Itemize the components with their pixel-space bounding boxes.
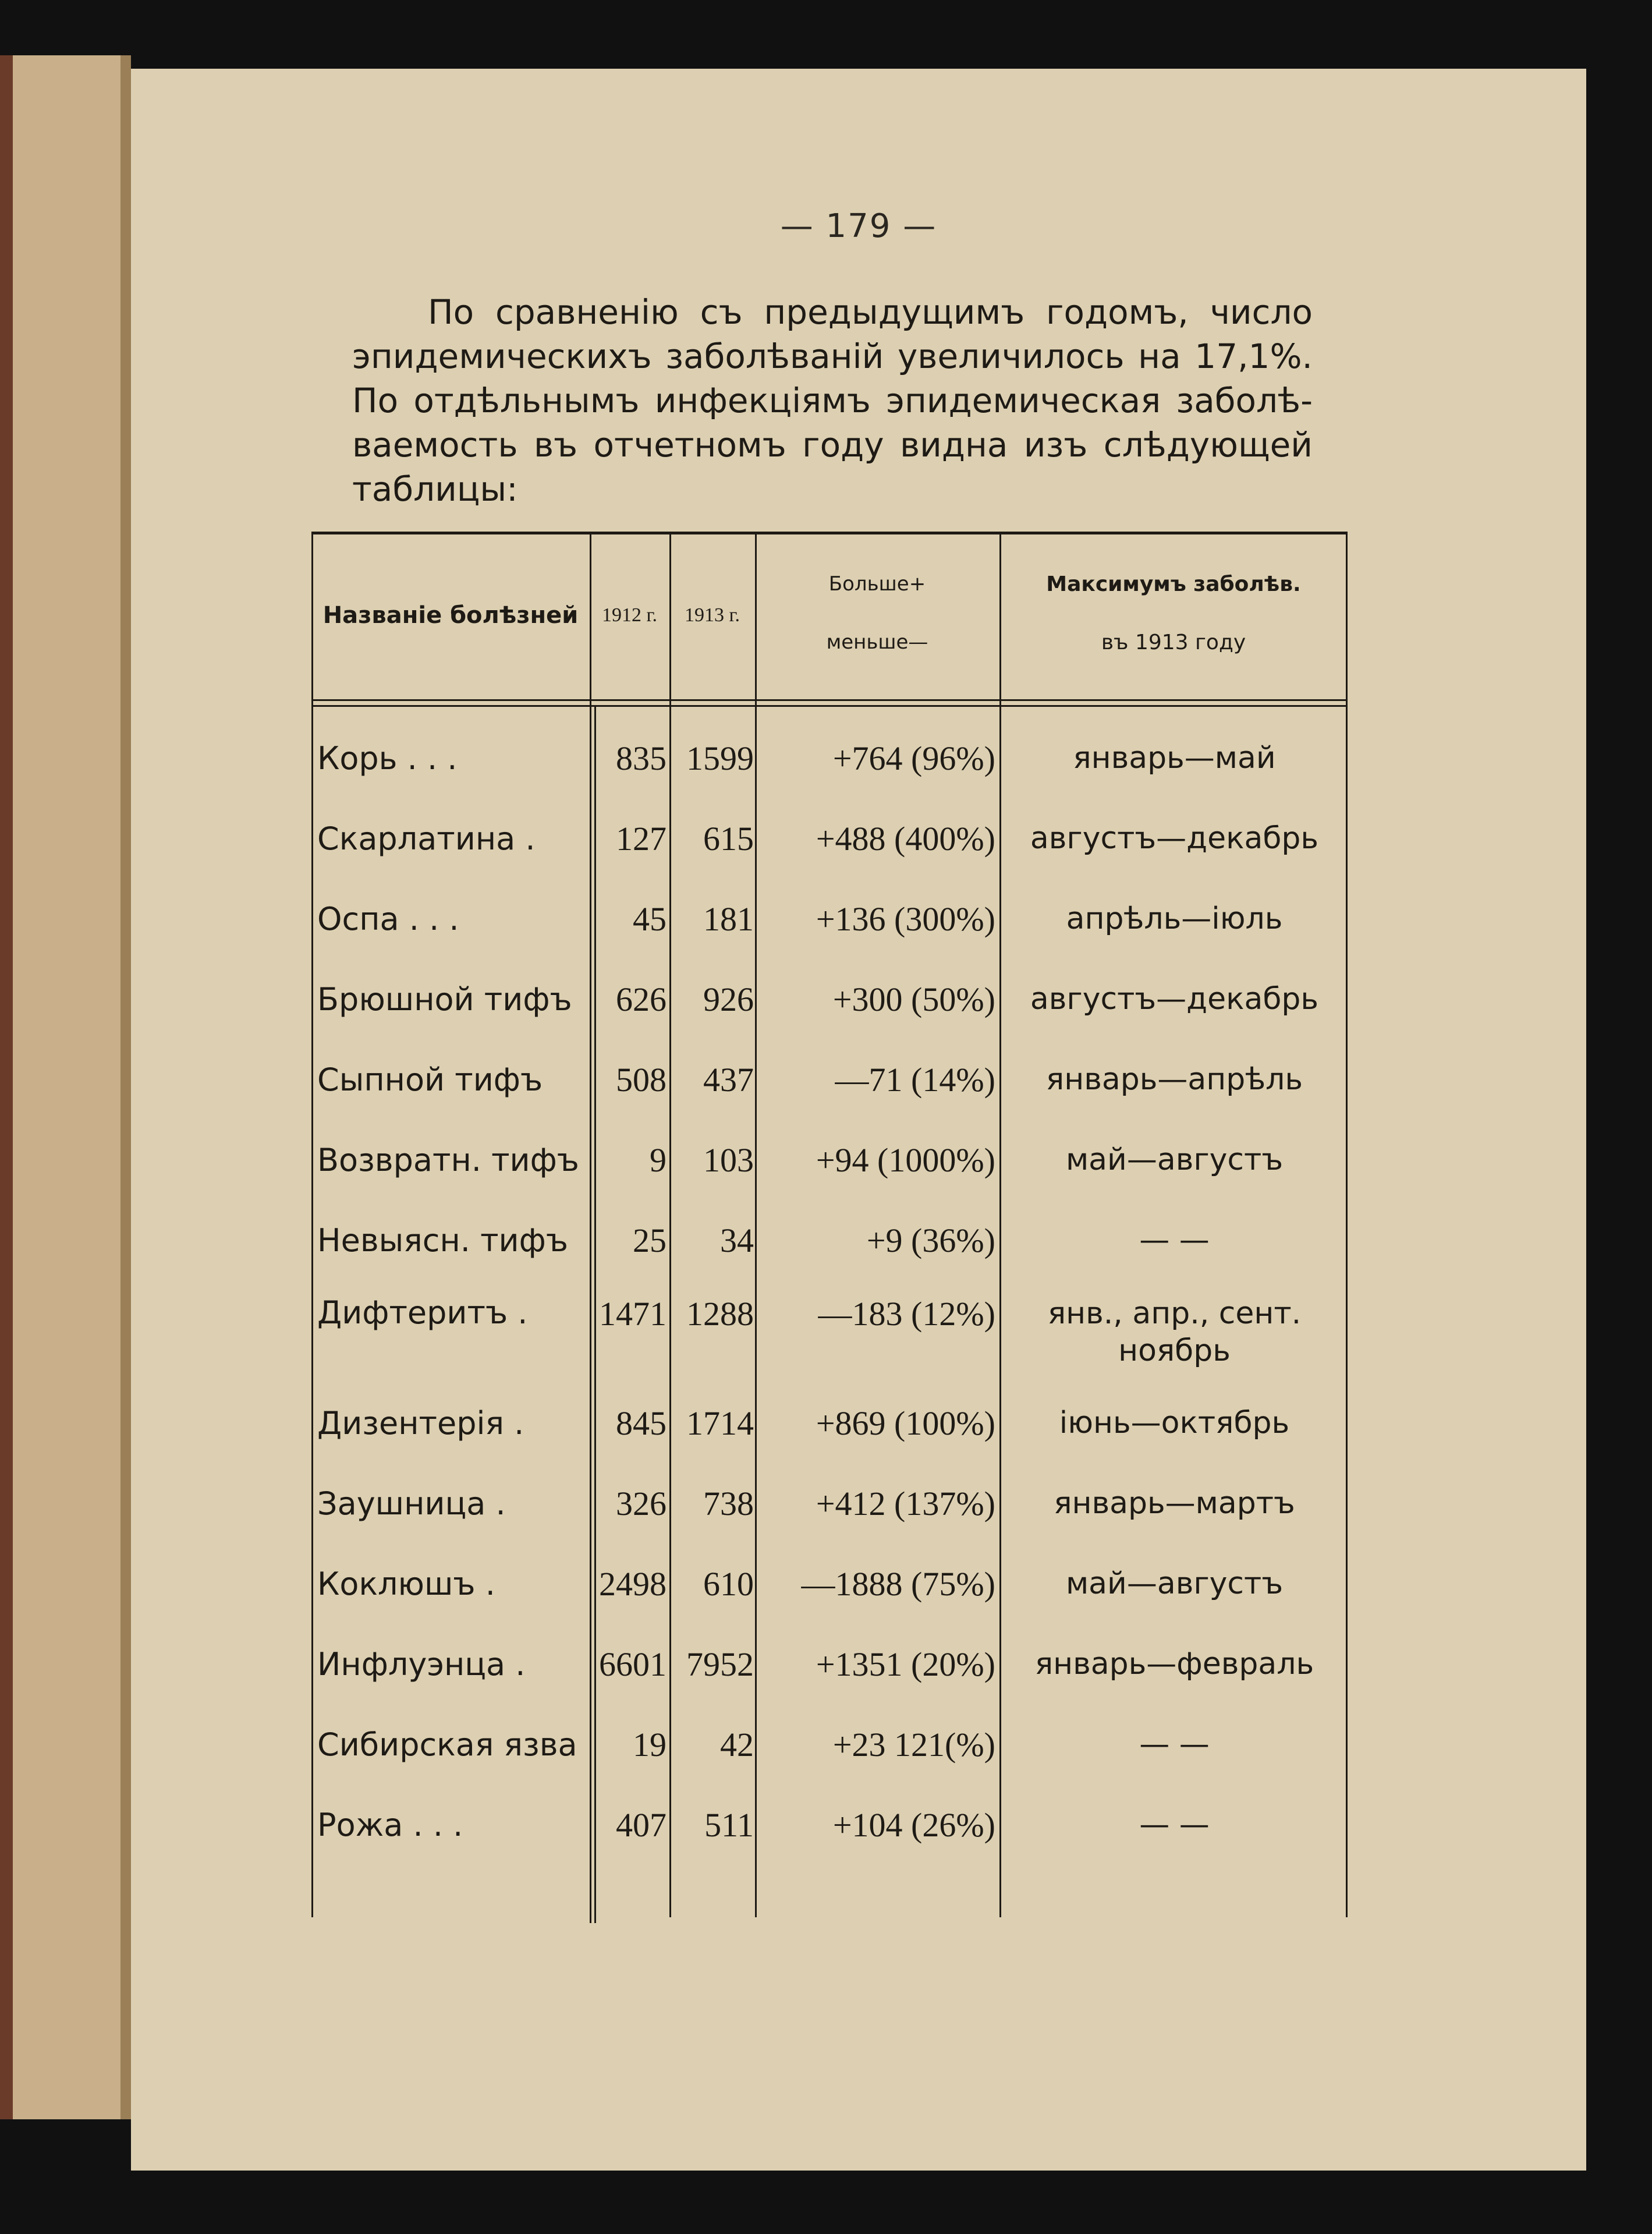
cases-difference: +412 (137%) (816, 1484, 995, 1523)
cases-1912: 835 (616, 739, 667, 777)
peak-months: іюнь—октябрь (1059, 1405, 1290, 1440)
peak-months: — — (1139, 1727, 1210, 1762)
cases-1912: 45 (633, 900, 667, 938)
cases-1912: 626 (616, 980, 667, 1018)
disease-table (311, 532, 1348, 1923)
header-disease-name: Названіе болѣзней (322, 602, 579, 629)
disease-name: Брюшной тифъ (317, 980, 572, 1018)
previous-page-edge (0, 55, 131, 2119)
disease-name: Дизентерія . (317, 1404, 524, 1442)
table-row (311, 1120, 1348, 1200)
peak-months: янв., апр., сент. ноябрь (1047, 1296, 1302, 1368)
cases-difference: —183 (12%) (818, 1295, 995, 1333)
cases-1913: 1714 (686, 1404, 754, 1442)
disease-name: Сибирская язва (317, 1726, 577, 1763)
cases-1913: 437 (703, 1060, 754, 1099)
cases-1913: 615 (703, 819, 754, 858)
cases-difference: +300 (50%) (832, 980, 995, 1018)
cases-1912: 326 (616, 1484, 667, 1523)
table-row (311, 1283, 1348, 1382)
cases-1913: 1599 (686, 739, 754, 777)
table-row (311, 1039, 1348, 1120)
table-row (311, 1543, 1348, 1624)
table-row (311, 879, 1348, 959)
intro-paragraph (352, 290, 1313, 511)
cases-1912: 508 (616, 1060, 667, 1099)
header-maximum: Максимумъ заболѣв. (1046, 572, 1301, 596)
cases-difference: +136 (300%) (816, 900, 995, 938)
cases-1913: 181 (703, 900, 754, 938)
peak-months: январь—февраль (1034, 1647, 1314, 1681)
header-rule (311, 699, 1348, 701)
intro-line: По сравненію съ предыдущимъ годомъ, число (428, 292, 1313, 332)
disease-name: Дифтеритъ . (317, 1294, 528, 1331)
disease-name: Сыпной тифъ (317, 1061, 543, 1098)
header-year-1912: 1912 г. (601, 604, 658, 626)
cases-difference: +488 (400%) (816, 819, 995, 858)
table-row (311, 1383, 1348, 1463)
peak-months: январь—апрѣль (1045, 1062, 1303, 1097)
peak-months: май—августъ (1065, 1566, 1284, 1601)
cases-difference: +23 121(%) (832, 1725, 995, 1764)
book-cover-edge (0, 55, 13, 2119)
peak-months: январь—май (1073, 741, 1276, 776)
cases-1912: 845 (616, 1404, 667, 1442)
cases-1913: 511 (704, 1805, 754, 1844)
cases-1913: 610 (703, 1564, 754, 1603)
disease-name: Возвратн. тифъ (317, 1141, 579, 1178)
table-row (311, 1200, 1348, 1280)
peak-months: — — (1139, 1807, 1210, 1842)
cases-1912: 2498 (599, 1564, 667, 1603)
table-row (311, 1463, 1348, 1543)
disease-name: Корь . . . (317, 739, 458, 777)
cases-difference: +104 (26%) (832, 1805, 995, 1844)
intro-line: По отдѣльнымъ инфекціямъ эпидемическая заболѣ- (352, 381, 1313, 420)
cases-difference: +764 (96%) (832, 739, 995, 777)
intro-line: таблицы: (352, 469, 518, 509)
page-number: — 179 — (780, 207, 937, 245)
cases-difference: +94 (1000%) (816, 1141, 995, 1179)
cases-1913: 103 (703, 1141, 754, 1179)
cases-1913: 34 (720, 1221, 754, 1259)
cases-difference: +1351 (20%) (816, 1645, 995, 1683)
table-row (311, 959, 1348, 1039)
cases-1912: 19 (633, 1725, 667, 1764)
cases-1912: 9 (650, 1141, 667, 1179)
peak-months: августъ—декабрь (1030, 821, 1319, 856)
cases-1913: 1288 (686, 1295, 754, 1333)
disease-name: Оспа . . . (317, 900, 459, 937)
cases-1912: 127 (616, 819, 667, 858)
header-rule (311, 705, 1348, 707)
peak-months: январь—мартъ (1054, 1486, 1295, 1521)
disease-name: Скарлатина . (317, 820, 536, 857)
cases-difference: +869 (100%) (816, 1404, 995, 1442)
disease-name: Коклюшъ . (317, 1565, 495, 1602)
disease-name: Невыясн. тифъ (317, 1222, 568, 1259)
header-maximum-year: въ 1913 году (1101, 631, 1246, 654)
cases-1912: 6601 (599, 1645, 667, 1683)
peak-months: августъ—декабрь (1030, 982, 1319, 1017)
cases-difference: —1888 (75%) (801, 1564, 995, 1603)
intro-line: эпидемическихъ заболѣваній увеличилось на 17,1%. (352, 337, 1313, 376)
table-row (311, 1704, 1348, 1785)
cases-difference: —71 (14%) (835, 1060, 995, 1099)
cases-1913: 42 (720, 1725, 754, 1764)
header-diff-more: Больше+ (828, 572, 926, 596)
cases-1913: 926 (703, 980, 754, 1018)
disease-name: Заушница . (317, 1485, 506, 1522)
table-row (311, 798, 1348, 879)
peak-months: апрѣль—іюль (1066, 901, 1283, 936)
table-row (311, 1624, 1348, 1704)
peak-months: — — (1139, 1223, 1210, 1258)
table-row (311, 1785, 1348, 1865)
cases-difference: +9 (36%) (866, 1221, 995, 1259)
disease-name: Инфлуэнца . (317, 1645, 526, 1683)
header-year-1913: 1913 г. (684, 604, 740, 626)
cases-1912: 25 (633, 1221, 667, 1259)
cases-1912: 407 (616, 1805, 667, 1844)
intro-line: ваемость въ отчетномъ году видна изъ слѣдующей (352, 425, 1313, 465)
cases-1913: 7952 (686, 1645, 754, 1683)
disease-name: Рожа . . . (317, 1806, 463, 1843)
cases-1912: 1471 (599, 1295, 667, 1333)
table-row (311, 718, 1348, 798)
book-spine (120, 55, 131, 2119)
peak-months: май—августъ (1065, 1142, 1284, 1177)
book-page (131, 69, 1586, 2171)
header-diff-less: меньше— (826, 631, 928, 654)
cases-1913: 738 (703, 1484, 754, 1523)
